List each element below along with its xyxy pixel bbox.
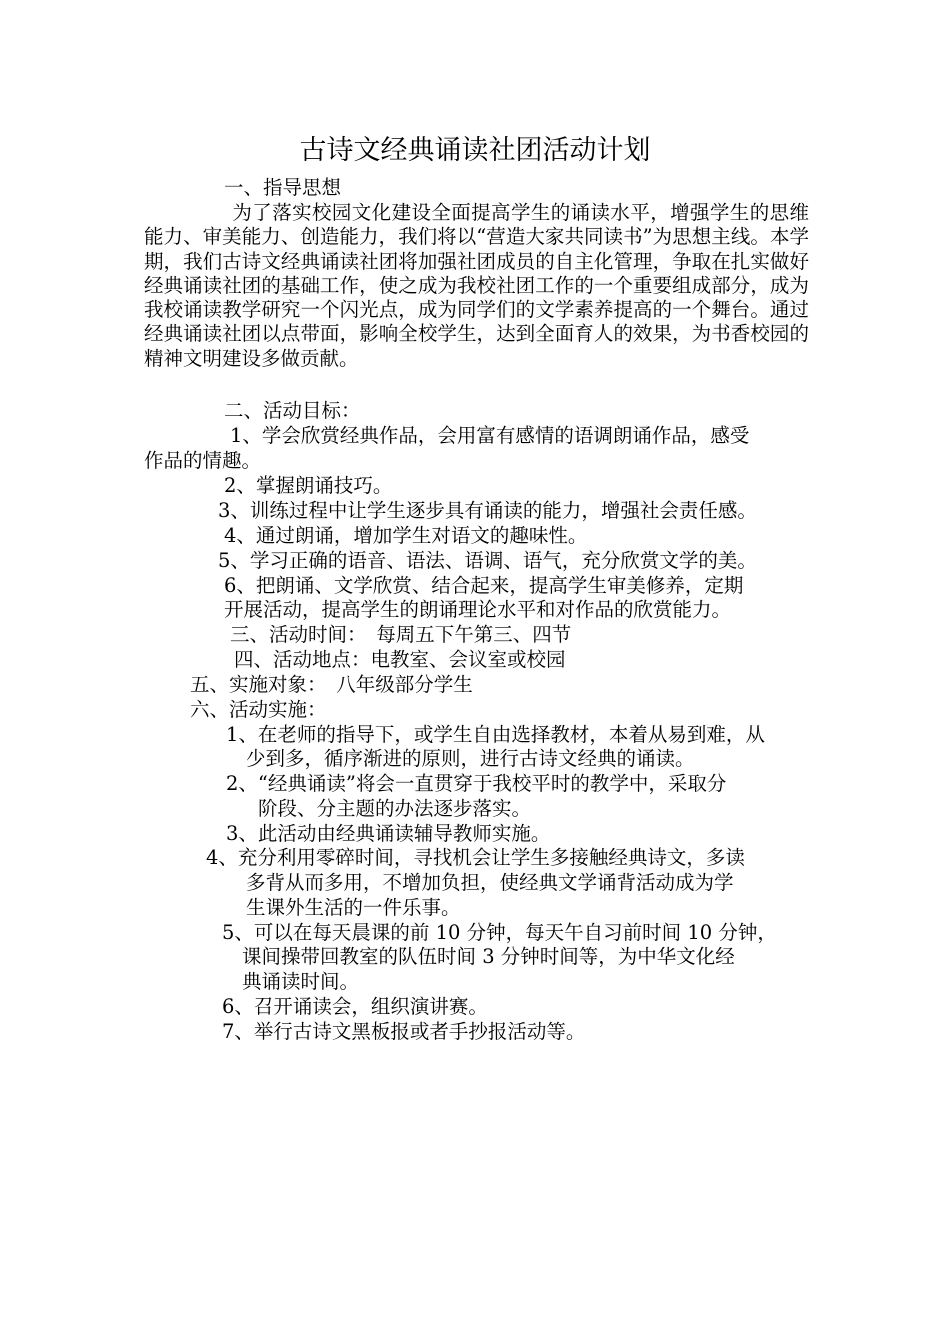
item-1-line-1: 1、在老师的指导下，或学生自由选择教材，本着从易到难，从 <box>226 723 765 746</box>
item-2-line-2: 阶段、分主题的办法逐步落实。 <box>258 797 532 820</box>
item-5-line-3: 典诵读时间。 <box>242 970 360 993</box>
item-6: 6、召开诵读会，组织演讲赛。 <box>222 995 488 1018</box>
goal-3: 3、训练过程中让学生逐步具有诵读的能力，增强社会责任感。 <box>218 499 757 522</box>
section-2-heading: 二、活动目标： <box>224 399 361 422</box>
section-1-paragraph-text: 为了落实校园文化建设全面提高学生的诵读水平，增强学生的思维能力、审美能力、创造能力，我们将以“营造大家共同读书”为思想主线。本学期，我们古诗文经典诵读社团将加强社团成员的自主化管理，争取在扎实做好经典诵读社团的基础工作，使之成为我校社团工作的一个重要组成部分，成为我校诵读教学研究一个闪光点，成为同学们的文学素养提高的一个舞台。通过经典诵读社团以点带面，影响全校学生，达到全面育人的效果，为书香校园的精神文明建设多做贡献。 <box>144 201 809 370</box>
section-6-heading: 六、活动实施： <box>190 698 327 721</box>
item-1-line-2: 少到多，循序渐进的原则，进行古诗文经典的诵读。 <box>246 747 695 770</box>
section-5-target-participants: 五、实施对象： 八年级部分学生 <box>190 673 473 696</box>
goal-2: 2、掌握朗诵技巧。 <box>224 474 393 497</box>
goal-5: 5、学习正确的语音、语法、语调、语气，充分欣赏文学的美。 <box>218 549 757 572</box>
item-2-line-1: 2、“经典诵读”将会一直贯穿于我校平时的教学中，采取分 <box>226 772 727 795</box>
section-3-activity-time: 三、活动时间： 每周五下午第三、四节 <box>230 623 572 646</box>
section-1-paragraph <box>144 201 809 371</box>
item-4-line-2: 多背从而多用，不增加负担，使经典文学诵背活动成为学 <box>246 871 734 894</box>
section-1-heading: 一、指导思想 <box>224 176 342 199</box>
document-title: 古诗文经典诵读社团活动计划 <box>299 135 651 166</box>
goal-6-line-2: 开展活动，提高学生的朗诵理论水平和对作品的欣赏能力。 <box>224 598 732 621</box>
item-4-line-1: 4、充分利用零碎时间，寻找机会让学生多接触经典诗文，多读 <box>206 846 745 869</box>
goal-6-line-1: 6、把朗诵、文学欣赏、结合起来，提高学生审美修养，定期 <box>224 574 744 597</box>
goal-4: 4、通过朗诵，增加学生对语文的趣味性。 <box>224 524 588 547</box>
item-5-line-1: 5、可以在每天晨课的前 10 分钟，每天午自习前时间 10 分钟， <box>222 921 777 944</box>
item-7: 7、举行古诗文黑板报或者手抄报活动等。 <box>222 1020 586 1043</box>
item-5-line-2: 课间操带回教室的队伍时间 3 分钟时间等，为中华文化经 <box>242 945 735 968</box>
section-4-activity-location: 四、活动地点：电教室、会议室或校园 <box>234 648 566 671</box>
item-4-line-3: 生课外生活的一件乐事。 <box>246 896 461 919</box>
item-3: 3、此活动由经典诵读辅导教师实施。 <box>226 822 551 845</box>
goal-1-line-2: 作品的情趣。 <box>144 449 262 472</box>
goal-1-line-1: 1、学会欣赏经典作品，会用富有感情的语调朗诵作品，感受 <box>230 424 750 447</box>
